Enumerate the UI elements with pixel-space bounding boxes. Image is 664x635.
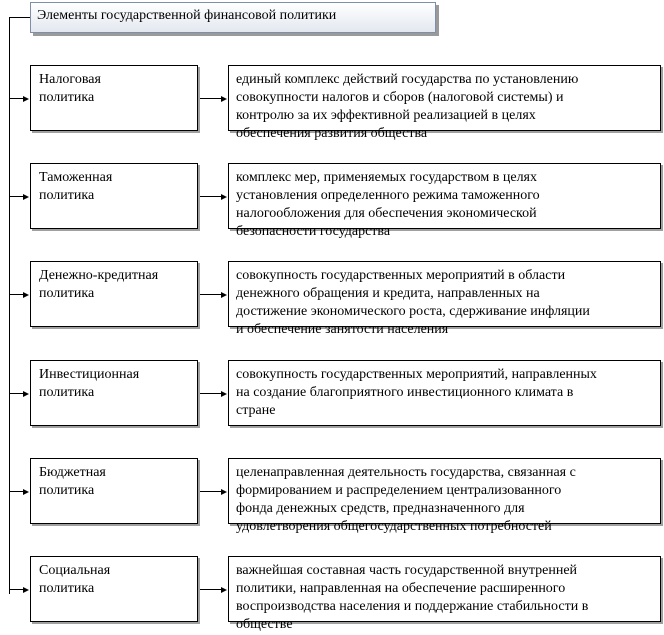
arrowhead-icon [221, 391, 227, 397]
link-arrow-line [200, 98, 222, 99]
definition-text-line: комплекс мер, применяемых государством в целях [236, 170, 537, 185]
arrowhead-icon [23, 489, 29, 495]
arrowhead-icon [23, 391, 29, 397]
definition-text-line: установления определенного режима таможенного [236, 188, 540, 203]
definition-box [228, 163, 661, 239]
arrowhead-icon [221, 96, 227, 102]
category-label-line: политика [39, 286, 95, 301]
category-box [30, 261, 198, 327]
definition-text-line: контролю за их эффективной реализацией в целях [236, 108, 536, 123]
category-label-line: политика [39, 385, 95, 400]
spine-arrow-line [9, 294, 24, 295]
category-label-line: политика [39, 581, 95, 596]
definition-text-line: важнейшая составная часть государственной внутренней [236, 563, 578, 578]
definition-box [228, 556, 661, 632]
arrowhead-icon [23, 194, 29, 200]
category-box [30, 65, 198, 131]
spine-arrow-line [9, 393, 24, 394]
definition-text-line: воспроизводства населения и поддержание стабильности в [236, 599, 589, 614]
vertical-connector-line [9, 17, 10, 594]
category-label-line: Бюджетная [39, 465, 106, 480]
definition-box [228, 261, 661, 337]
definition-text-line: фонда денежных средств, предназначенного для [236, 501, 525, 516]
definition-text-line: совокупность государственных мероприятий в области [236, 268, 566, 283]
category-box [30, 360, 198, 426]
spine-arrow-line [9, 589, 24, 590]
category-label-line: Инвестиционная [39, 367, 140, 382]
arrowhead-icon [221, 292, 227, 298]
link-arrow-line [200, 393, 222, 394]
category-label-line: Социальная [39, 563, 111, 578]
definition-text-line: совокупность государственных мероприятий, направленных [236, 367, 597, 382]
link-arrow-line [200, 589, 222, 590]
definition-text-line: целенаправленная деятельность государства, связанная с [236, 465, 576, 480]
arrowhead-icon [221, 587, 227, 593]
category-label-line: политика [39, 188, 95, 203]
spine-arrow-line [9, 491, 24, 492]
category-label-line: Налоговая [39, 72, 101, 87]
link-arrow-line [200, 196, 222, 197]
definition-text-line: формированием и распределением централизованного [236, 483, 562, 498]
arrowhead-icon [23, 292, 29, 298]
link-arrow-line [200, 491, 222, 492]
definition-box [228, 458, 661, 534]
definition-text-line: удовлетворения общегосударственных потребностей [236, 519, 552, 534]
link-arrow-line [200, 294, 222, 295]
arrowhead-icon [221, 489, 227, 495]
category-label-line: политика [39, 483, 95, 498]
arrowhead-icon [23, 96, 29, 102]
spine-arrow-line [9, 98, 24, 99]
definition-text-line: совокупности налогов и сборов (налоговой системы) и [236, 90, 564, 105]
definition-text-line: на создание благоприятного инвестиционного климата в [236, 385, 574, 400]
category-box [30, 458, 198, 524]
definition-text-line: единый комплекс действий государства по установлению [236, 72, 579, 87]
category-box [30, 556, 198, 622]
definition-text-line: обществе [236, 617, 293, 632]
arrowhead-icon [221, 194, 227, 200]
diagram-title: Элементы государственной финансовой политики [30, 2, 436, 33]
definition-text-line: денежного обращения и кредита, направленных на [236, 286, 540, 301]
spine-arrow-line [9, 196, 24, 197]
title-connector-line [9, 17, 30, 18]
definition-text-line: безопасности государства [236, 224, 391, 239]
category-box [30, 163, 198, 229]
category-label-line: Денежно-кредитная [39, 268, 159, 283]
category-label-line: Таможенная [39, 170, 113, 185]
definition-box [228, 360, 661, 426]
definition-text-line: политики, направленная на обеспечение расширенного [236, 581, 566, 596]
definition-box [228, 65, 661, 141]
definition-text-line: обеспечения развития общества [236, 126, 428, 141]
definition-text-line: и обеспечение занятости населения [236, 322, 449, 337]
arrowhead-icon [23, 587, 29, 593]
definition-text-line: налогообложения для обеспечения экономической [236, 206, 537, 221]
category-label-line: политика [39, 90, 95, 105]
definition-text-line: достижение экономического роста, сдерживание инфляции [236, 304, 590, 319]
definition-text-line: стране [236, 403, 276, 418]
